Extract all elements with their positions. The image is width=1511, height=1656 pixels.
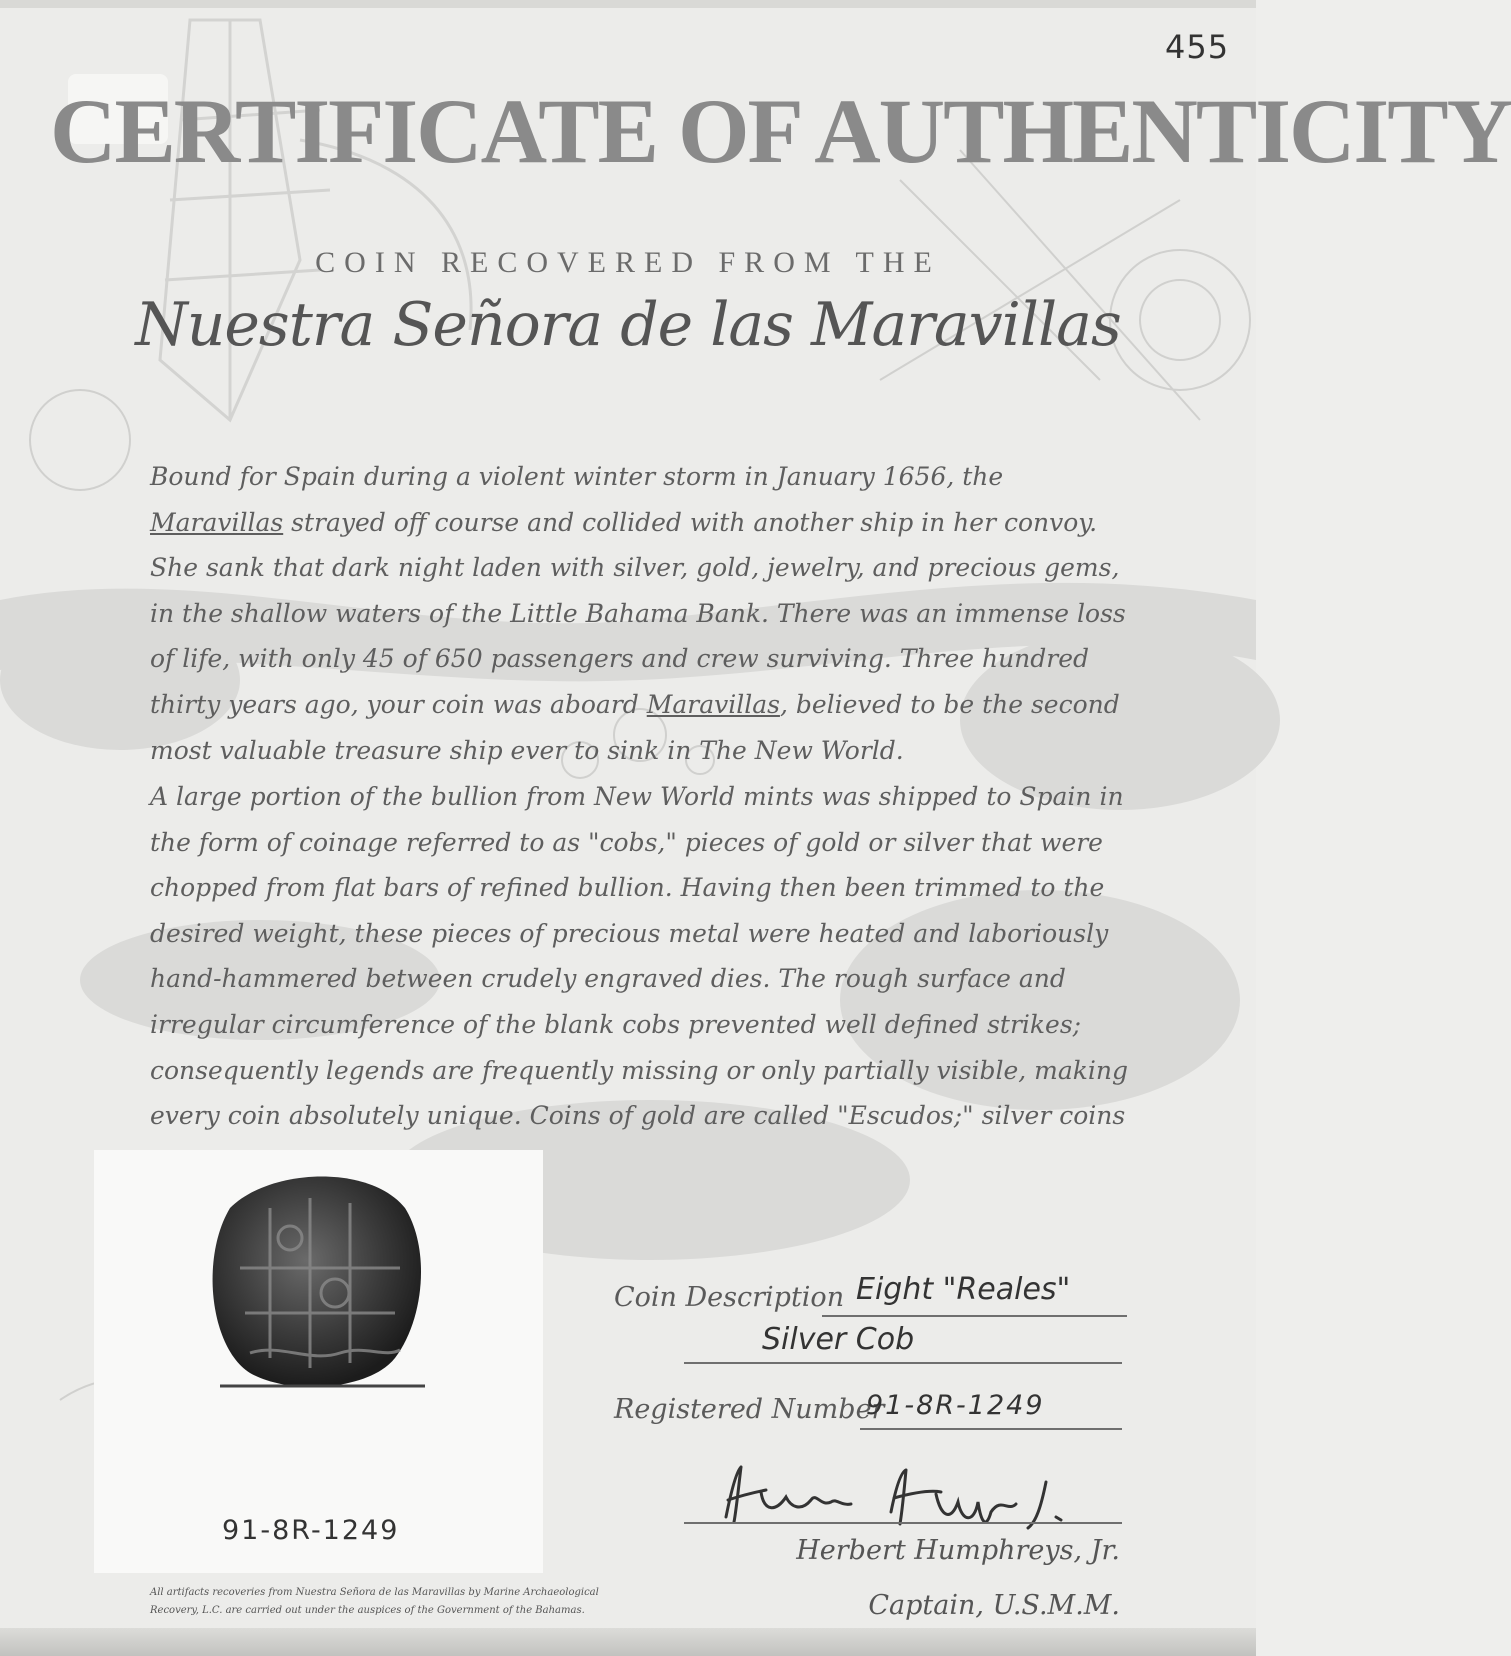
signatory-name: Herbert Humphreys, Jr.: [796, 1535, 1120, 1566]
silver-cob-coin-image: [200, 1168, 440, 1398]
coin-photo-registered-number: 91-8R-1249: [222, 1515, 400, 1546]
history-text-2: strayed off course and collided with another ship in her convoy. She sank that dark night laden with silver, gold, jewelry, and precious gems, in the shallow waters of the Little Bahama Bank. There was an immense loss of life, with only 45 of 650 passengers and crew surviving. Three hundred thirty years ago, your coin was aboard: [150, 507, 1126, 719]
history-paragraph: [150, 454, 1140, 773]
certificate-title: CERTIFICATE OF AUTHENTICITY: [50, 80, 1511, 182]
registered-number-value: 91-8R-1249: [866, 1390, 1045, 1421]
signatory-title: Captain, U.S.M.M.: [868, 1590, 1120, 1621]
coin-description-rule-2: [684, 1362, 1122, 1364]
coin-description-rule-1: [822, 1315, 1127, 1317]
handwritten-inventory-number: 455: [1165, 28, 1230, 66]
history-text-1: Bound for Spain during a violent winter storm in January 1656, the: [150, 462, 1004, 491]
certificate-subtitle: COIN RECOVERED FROM THE: [315, 246, 941, 279]
coin-description-label: Coin Description: [614, 1282, 845, 1313]
ship-name-heading: Nuestra Señora de las Maravillas: [135, 290, 1121, 360]
ship-name-underlined-1: Maravillas: [150, 507, 284, 537]
recovery-footnote: All artifacts recoveries from Nuestra Señora de las Maravillas by Marine Archaeological Recovery, L.C. are carried out under the auspices of the Government of the Bahamas.: [150, 1587, 599, 1616]
coinage-paragraph: A large portion of the bullion from New World mints was shipped to Spain in the form of coinage referred to as "cobs," pieces of gold or silver that were chopped from flat bars of refined bullion. Having then been trimmed to the desired weight, these pieces of precious metal were heated and laboriously hand-hammered between crudely engraved dies. The rough surface and irregular circumference of the blank cobs prevented well defined strikes; consequently legends are frequently missing or only partially visible, making every coin absolutely unique. Coins of gold are called "Escudos;" silver coins: [150, 782, 1129, 1131]
registered-number-rule: [860, 1428, 1122, 1430]
ship-name-underlined-2: Maravillas: [646, 689, 780, 719]
coin-description-value-line-2: Silver Cob: [762, 1322, 915, 1357]
signature-rule: [684, 1522, 1122, 1524]
coin-description-value-line-1: Eight "Reales": [856, 1272, 1071, 1307]
scan-bottom-edge: [0, 1628, 1256, 1656]
scan-top-edge: [0, 0, 1256, 8]
history-text-3: , believed to be the second most valuable treasure ship ever to sink in The New World.: [150, 689, 1120, 765]
registered-number-label: Registered Number: [614, 1394, 885, 1425]
